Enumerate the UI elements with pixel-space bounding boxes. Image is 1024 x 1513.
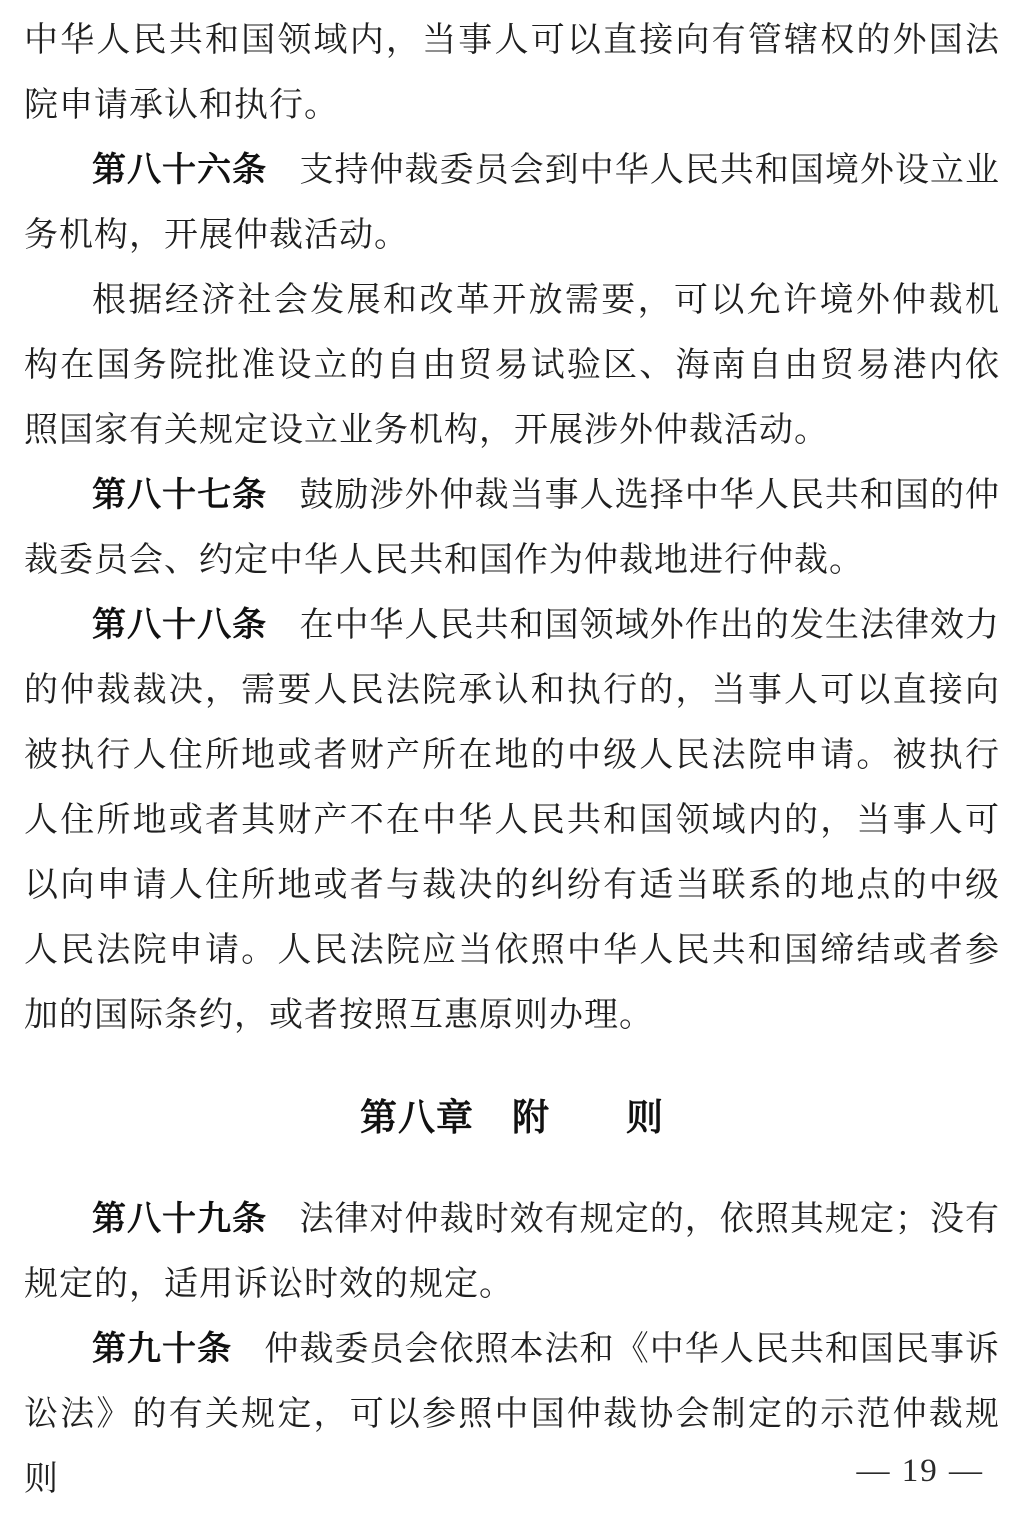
article-90-paragraph bbox=[24, 1317, 1000, 1512]
article-89-text: 法律对仲裁时效有规定的，依照其规定；没有规定的，适用诉讼时效的规定。 bbox=[24, 1201, 1001, 1303]
article-86-text: 支持仲裁委员会到中华人民共和国境外设立业务机构，开展仲裁活动。 bbox=[24, 152, 1001, 254]
article-88-number: 第八十八条 bbox=[92, 606, 268, 644]
article-86-paragraph bbox=[24, 138, 1000, 268]
article-89-number: 第八十九条 bbox=[92, 1200, 268, 1238]
paragraph-text: 中华人民共和国领域内，当事人可以直接向有管辖权的外国法院申请承认和执行。 bbox=[24, 22, 1000, 124]
article-87-number: 第八十七条 bbox=[92, 476, 268, 514]
chapter-heading: 第八章 附 则 bbox=[360, 1097, 664, 1138]
article-88-text: 在中华人民共和国领域外作出的发生法律效力的仲裁裁决，需要人民法院承认和执行的，当事人可以直接向被执行人住所地或者财产所在地的中级人民法院申请。被执行人住所地或者其财产不在中华人民共和国领域内的，当事人可以向申请人住所地或者与裁决的纠纷有适当联系的地点的中级人民法院申请。人民法院应当依照中华人民共和国缔结或者参加的国际条约，或者按照互惠原则办理。 bbox=[24, 607, 1001, 1034]
page-number: — 19 — bbox=[856, 1453, 984, 1489]
article-89-paragraph bbox=[24, 1187, 1000, 1317]
article-90-number: 第九十条 bbox=[92, 1330, 233, 1368]
paragraph-text: 根据经济社会发展和改革开放需要，可以允许境外仲裁机构在国务院批准设立的自由贸易试验区、海南自由贸易港内依照国家有关规定设立业务机构，开展涉外仲裁活动。 bbox=[24, 282, 1000, 449]
article-87-text: 鼓励涉外仲裁当事人选择中华人民共和国的仲裁委员会、约定中华人民共和国作为仲裁地进行仲裁。 bbox=[24, 477, 1001, 579]
continuation-paragraph bbox=[24, 8, 1000, 138]
article-88-paragraph bbox=[24, 593, 1000, 1048]
article-90-text: 仲裁委员会依照本法和《中华人民共和国民事诉讼法》的有关规定，可以参照中国仲裁协会制定的示范仲裁规则 bbox=[24, 1331, 1001, 1498]
article-86-second-paragraph bbox=[24, 268, 1000, 463]
article-87-paragraph bbox=[24, 463, 1000, 593]
article-86-number: 第八十六条 bbox=[92, 151, 268, 189]
